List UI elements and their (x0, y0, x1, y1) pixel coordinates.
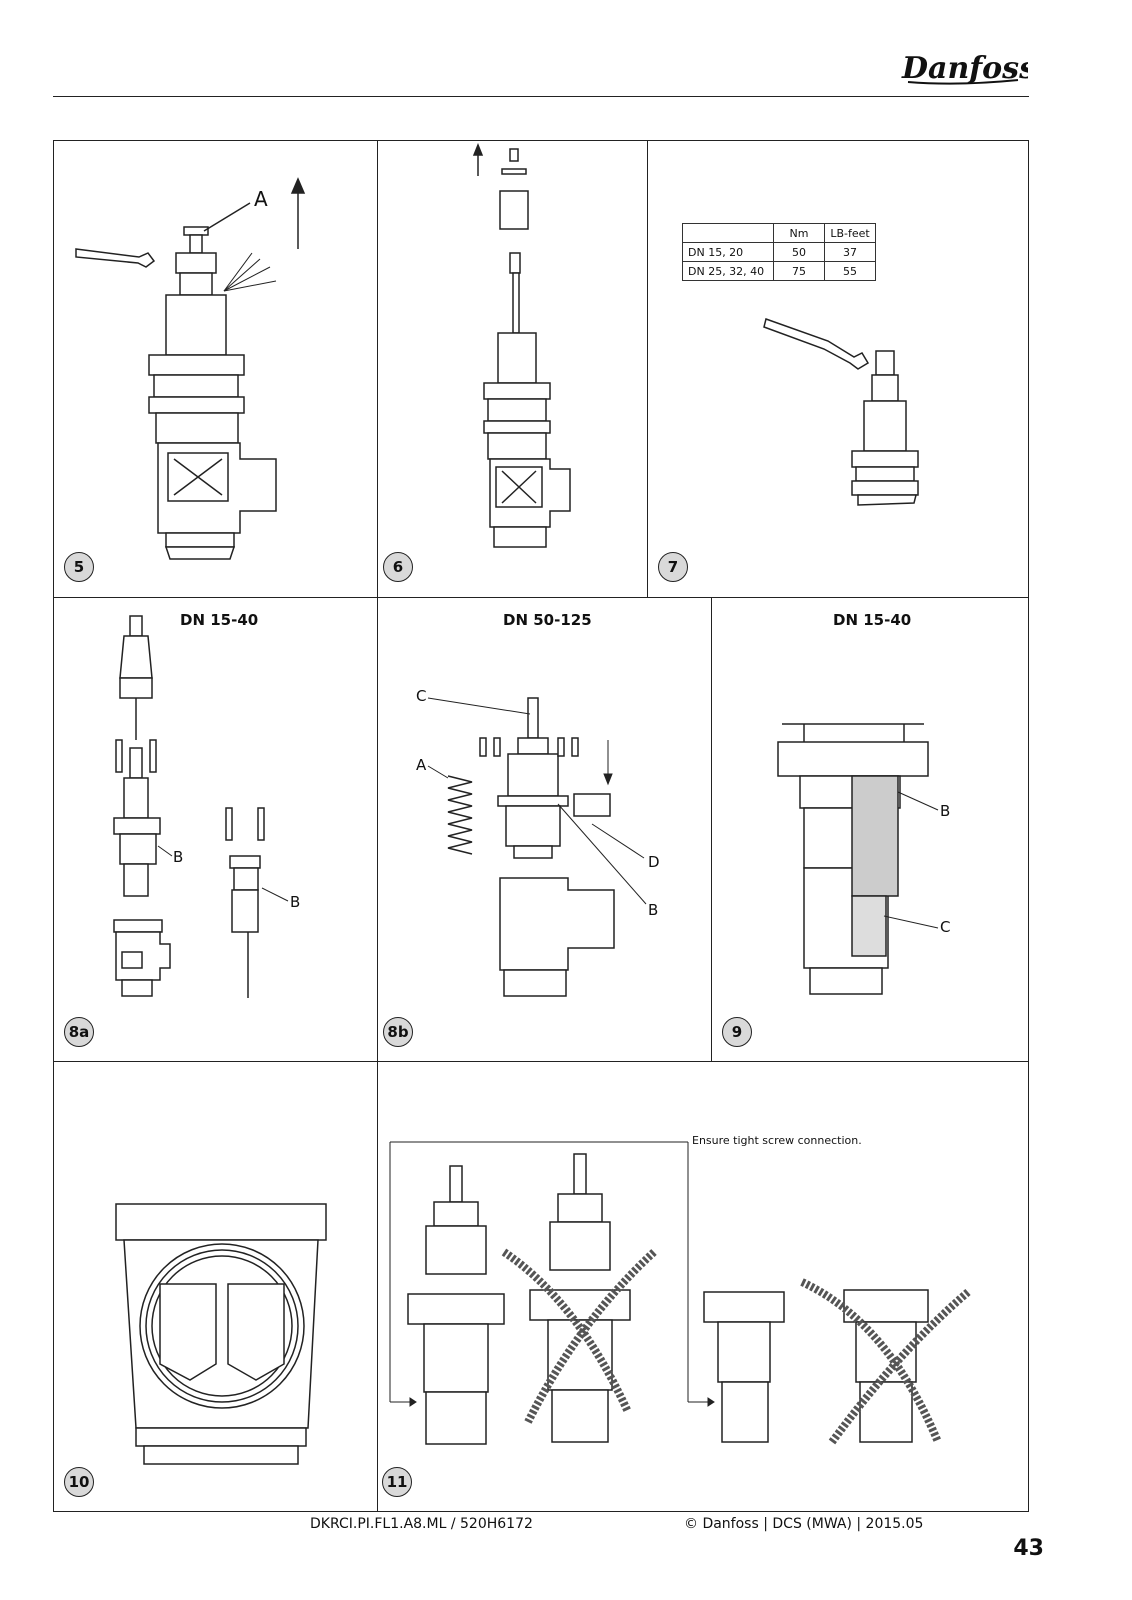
panel-6 (378, 141, 647, 597)
footer-copyright: © Danfoss | DCS (MWA) | 2015.05 (684, 1516, 924, 1532)
page-number: 43 (1013, 1536, 1044, 1561)
step-badge-5: 5 (64, 552, 94, 582)
panel-11 (378, 1062, 1028, 1512)
note-tight-screw: Ensure tight screw connection. (692, 1134, 862, 1147)
screw-connection-comparison-drawing (378, 1062, 1028, 1512)
table-cell: 55 (825, 262, 876, 281)
table-cell: DN 15, 20 (683, 243, 774, 262)
callout-b1: B (173, 848, 184, 866)
table-cell: DN 25, 32, 40 (683, 262, 774, 281)
step-badge-9: 9 (722, 1017, 752, 1047)
table-header-cell: LB-feet (825, 224, 876, 243)
table-cell: 75 (774, 262, 825, 281)
callout-a: A (254, 187, 268, 211)
table-header-cell (683, 224, 774, 243)
table-header-cell: Nm (774, 224, 825, 243)
callout-b: B (940, 802, 951, 820)
brand-wordmark: Danfoss (902, 51, 1028, 86)
step-badge-8a: 8a (64, 1017, 94, 1047)
danfoss-logo (898, 42, 1028, 92)
spindle-removal-drawing (378, 141, 647, 597)
cartridge-large-drawing (378, 598, 711, 1061)
callout-d: D (648, 853, 660, 871)
header-rule (53, 96, 1029, 97)
callout-b2: B (290, 893, 301, 911)
step-badge-11: 11 (382, 1467, 412, 1497)
cartridge-exploded-drawing (54, 598, 377, 1061)
table-header-row (683, 224, 876, 243)
valve-removal-drawing (54, 141, 377, 597)
table-cell: 50 (774, 243, 825, 262)
step-badge-6: 6 (383, 552, 413, 582)
panel-title: DN 15-40 (180, 611, 259, 629)
callout-c: C (940, 918, 951, 936)
step-badge-8b: 8b (383, 1017, 413, 1047)
footer-doc-code: DKRCI.PI.FL1.A8.ML / 520H6172 (310, 1516, 533, 1532)
table-row (683, 243, 876, 262)
step-badge-7: 7 (658, 552, 688, 582)
panel-title: DN 15-40 (833, 611, 912, 629)
callout-b: B (648, 901, 659, 919)
panel-10 (54, 1062, 377, 1512)
panel-8a (54, 598, 377, 1061)
panel-7 (648, 141, 1028, 597)
torque-tightening-drawing (648, 141, 1028, 597)
cartridge-section-drawing (712, 598, 1028, 1061)
panel-9 (712, 598, 1028, 1061)
callout-a: A (416, 756, 427, 774)
callout-c: C (416, 687, 427, 705)
torque-table (682, 223, 876, 281)
valve-body-drawing (54, 1062, 377, 1512)
step-badge-10: 10 (64, 1467, 94, 1497)
panel-5 (54, 141, 377, 597)
table-row (683, 262, 876, 281)
table-cell: 37 (825, 243, 876, 262)
panel-8b (378, 598, 711, 1061)
panel-title: DN 50-125 (503, 611, 592, 629)
